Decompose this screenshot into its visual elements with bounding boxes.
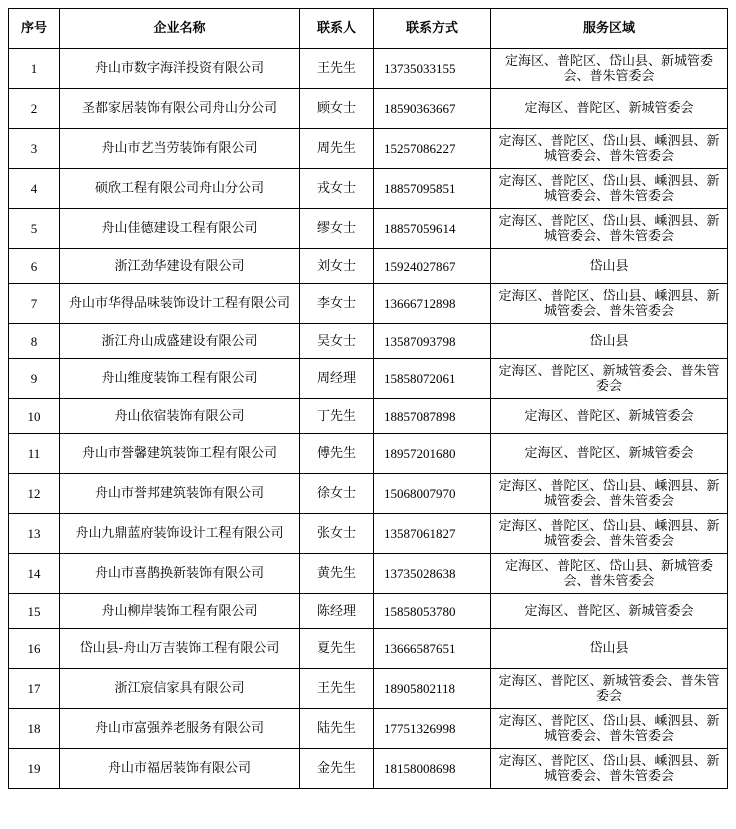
contact-person: 丁先生 [300, 399, 374, 434]
service-area: 岱山县 [491, 249, 728, 284]
company-name: 浙江舟山成盛建设有限公司 [60, 324, 300, 359]
table-row [9, 249, 728, 284]
contact-phone: 18905802118 [374, 669, 491, 709]
contact-phone: 18857087898 [374, 399, 491, 434]
contact-phone: 18590363667 [374, 89, 491, 129]
contact-phone: 18857095851 [374, 169, 491, 209]
contact-person: 刘女士 [300, 249, 374, 284]
service-area: 定海区、普陀区、岱山县、新城管委会、普朱管委会 [491, 554, 728, 594]
contact-phone: 13735028638 [374, 554, 491, 594]
service-area: 定海区、普陀区、岱山县、嵊泗县、新城管委会、普朱管委会 [491, 514, 728, 554]
table-row [9, 629, 728, 669]
header-area: 服务区域 [491, 9, 728, 49]
contact-person: 傅先生 [300, 434, 374, 474]
contact-person: 吴女士 [300, 324, 374, 359]
row-index: 4 [9, 169, 60, 209]
contact-phone: 18957201680 [374, 434, 491, 474]
table-row [9, 474, 728, 514]
service-area: 定海区、普陀区、岱山县、嵊泗县、新城管委会、普朱管委会 [491, 209, 728, 249]
contact-person: 张女士 [300, 514, 374, 554]
service-provider-table [8, 8, 728, 789]
contact-person: 陆先生 [300, 709, 374, 749]
header-company: 企业名称 [60, 9, 300, 49]
contact-phone: 15858072061 [374, 359, 491, 399]
row-index: 15 [9, 594, 60, 629]
table-row [9, 709, 728, 749]
service-area: 定海区、普陀区、岱山县、嵊泗县、新城管委会、普朱管委会 [491, 284, 728, 324]
table-row [9, 514, 728, 554]
table-row [9, 669, 728, 709]
row-index: 5 [9, 209, 60, 249]
contact-person: 陈经理 [300, 594, 374, 629]
header-contact: 联系人 [300, 9, 374, 49]
company-name: 舟山市华得品味装饰设计工程有限公司 [60, 284, 300, 324]
service-area: 定海区、普陀区、新城管委会 [491, 434, 728, 474]
table-row [9, 129, 728, 169]
contact-phone: 15068007970 [374, 474, 491, 514]
contact-person: 王先生 [300, 49, 374, 89]
table-row [9, 749, 728, 789]
contact-person: 徐女士 [300, 474, 374, 514]
company-name: 岱山县-舟山万吉装饰工程有限公司 [60, 629, 300, 669]
table-row [9, 284, 728, 324]
service-area: 定海区、普陀区、岱山县、新城管委会、普朱管委会 [491, 49, 728, 89]
contact-phone: 13735033155 [374, 49, 491, 89]
service-area: 定海区、普陀区、新城管委会 [491, 399, 728, 434]
company-name: 舟山市数字海洋投资有限公司 [60, 49, 300, 89]
service-area: 定海区、普陀区、新城管委会 [491, 594, 728, 629]
company-name: 浙江宸信家具有限公司 [60, 669, 300, 709]
contact-phone: 15858053780 [374, 594, 491, 629]
contact-phone: 18158008698 [374, 749, 491, 789]
contact-person: 王先生 [300, 669, 374, 709]
contact-person: 顾女士 [300, 89, 374, 129]
company-name: 浙江劲华建设有限公司 [60, 249, 300, 284]
row-index: 17 [9, 669, 60, 709]
service-area: 定海区、普陀区、岱山县、嵊泗县、新城管委会、普朱管委会 [491, 169, 728, 209]
row-index: 11 [9, 434, 60, 474]
header-row [9, 9, 728, 49]
service-area: 定海区、普陀区、岱山县、嵊泗县、新城管委会、普朱管委会 [491, 129, 728, 169]
company-name: 舟山市喜鹊换新装饰有限公司 [60, 554, 300, 594]
service-area: 定海区、普陀区、新城管委会 [491, 89, 728, 129]
company-name: 圣都家居装饰有限公司舟山分公司 [60, 89, 300, 129]
contact-phone: 18857059614 [374, 209, 491, 249]
service-area: 定海区、普陀区、新城管委会、普朱管委会 [491, 669, 728, 709]
company-name: 舟山九鼎蓝府装饰设计工程有限公司 [60, 514, 300, 554]
row-index: 18 [9, 709, 60, 749]
contact-person: 夏先生 [300, 629, 374, 669]
contact-phone: 13666587651 [374, 629, 491, 669]
table-row [9, 209, 728, 249]
contact-phone: 15257086227 [374, 129, 491, 169]
table-row [9, 359, 728, 399]
row-index: 14 [9, 554, 60, 594]
table-row [9, 399, 728, 434]
company-name: 舟山市富强养老服务有限公司 [60, 709, 300, 749]
row-index: 12 [9, 474, 60, 514]
contact-phone: 15924027867 [374, 249, 491, 284]
row-index: 8 [9, 324, 60, 359]
table-row [9, 49, 728, 89]
row-index: 10 [9, 399, 60, 434]
contact-phone: 13666712898 [374, 284, 491, 324]
header-index: 序号 [9, 9, 60, 49]
contact-person: 戎女士 [300, 169, 374, 209]
contact-phone: 13587061827 [374, 514, 491, 554]
service-area: 定海区、普陀区、新城管委会、普朱管委会 [491, 359, 728, 399]
row-index: 7 [9, 284, 60, 324]
row-index: 1 [9, 49, 60, 89]
row-index: 9 [9, 359, 60, 399]
company-name: 舟山市誉邦建筑装饰有限公司 [60, 474, 300, 514]
table-row [9, 554, 728, 594]
service-area: 定海区、普陀区、岱山县、嵊泗县、新城管委会、普朱管委会 [491, 749, 728, 789]
company-name: 舟山依宿装饰有限公司 [60, 399, 300, 434]
table-row [9, 594, 728, 629]
company-name: 舟山维度装饰工程有限公司 [60, 359, 300, 399]
row-index: 6 [9, 249, 60, 284]
service-area: 岱山县 [491, 324, 728, 359]
company-name: 舟山市誉馨建筑装饰工程有限公司 [60, 434, 300, 474]
contact-phone: 13587093798 [374, 324, 491, 359]
contact-phone: 17751326998 [374, 709, 491, 749]
row-index: 2 [9, 89, 60, 129]
contact-person: 金先生 [300, 749, 374, 789]
row-index: 16 [9, 629, 60, 669]
company-name: 舟山市艺当劳装饰有限公司 [60, 129, 300, 169]
service-area: 定海区、普陀区、岱山县、嵊泗县、新城管委会、普朱管委会 [491, 709, 728, 749]
company-name: 硕欣工程有限公司舟山分公司 [60, 169, 300, 209]
service-area: 定海区、普陀区、岱山县、嵊泗县、新城管委会、普朱管委会 [491, 474, 728, 514]
row-index: 13 [9, 514, 60, 554]
contact-person: 周先生 [300, 129, 374, 169]
company-name: 舟山市福居装饰有限公司 [60, 749, 300, 789]
company-name: 舟山佳德建设工程有限公司 [60, 209, 300, 249]
row-index: 19 [9, 749, 60, 789]
contact-person: 李女士 [300, 284, 374, 324]
contact-person: 周经理 [300, 359, 374, 399]
table-row [9, 324, 728, 359]
contact-person: 黄先生 [300, 554, 374, 594]
header-phone: 联系方式 [374, 9, 491, 49]
table-row [9, 89, 728, 129]
contact-person: 缪女士 [300, 209, 374, 249]
table-row [9, 434, 728, 474]
row-index: 3 [9, 129, 60, 169]
table-row [9, 169, 728, 209]
company-name: 舟山柳岸装饰工程有限公司 [60, 594, 300, 629]
service-area: 岱山县 [491, 629, 728, 669]
